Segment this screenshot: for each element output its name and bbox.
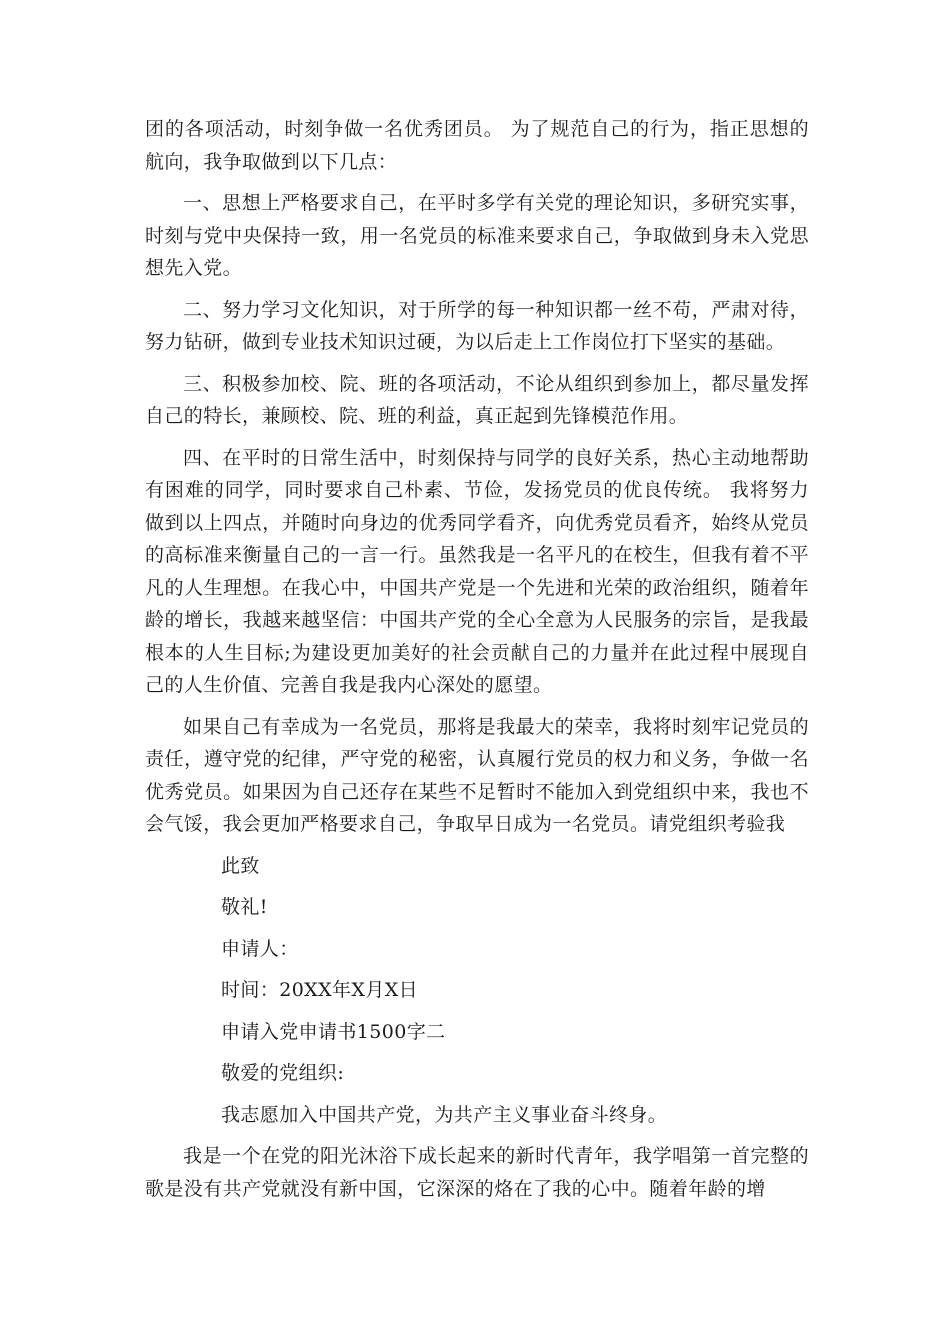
second-letter-body: 我是一个在党的阳光沐浴下成长起来的新时代青年，我学唱第一首完整的歌是没有共产党就没有新中国，它深深的烙在了我的心中。随着年龄的增 <box>145 1145 809 1200</box>
paragraph-continuation: 团的各项活动，时刻争做一名优秀团员。 为了规范自己的行为，指正思想的航向，我争取做到以下几点： <box>145 118 809 173</box>
closing-salutation: 此致 <box>221 854 260 877</box>
date-line: 时间：20XX年X月X日 <box>221 979 419 1001</box>
applicant-label: 申请人： <box>221 937 299 960</box>
document-body <box>145 113 809 1205</box>
paragraph-point-four: 四、在平时的日常生活中，时刻保持与同学的良好关系，热心主动地帮助有困难的同学，同时要求自己朴素、节俭，发扬党员的优良传统。 我将努力做到以上四点，并随时向身边的优秀同学看齐，向优秀党员看齐，始终从党员的高标准来衡量自己的一言一行。虽然我是一名平凡的在校生，但我有着不平凡的人生理想。在我心中，中国共产党是一个先进和光荣的政治组织，随着年龄的增长，我越来越坚信：中国共产党的全心全意为人民服务的宗旨，是我最根本的人生目标;为建设更加美好的社会贡献自己的力量并在此过程中展现自己的人生价值、完善自我是我内心深处的愿望。 <box>145 446 809 696</box>
paragraph-conclusion: 如果自己有幸成为一名党员，那将是我最大的荣幸，我将时刻牢记党员的责任，遵守党的纪律，严守党的秘密，认真履行党员的权力和义务，争做一名优秀党员。如果因为自己还存在某些不足暂时不能加入到党组织中来，我也不会气馁，我会更加严格要求自己，争取早日成为一名党员。请党组织考验我 <box>145 715 809 835</box>
paragraph-point-one: 一、思想上严格要求自己，在平时多学有关党的理论知识，多研究实事，时刻与党中央保持一致，用一名党员的标准来要求自己，争取做到身未入党思想先入党。 <box>145 192 809 279</box>
second-letter-greeting: 敬爱的党组织: <box>221 1062 345 1084</box>
paragraph-point-two: 二、努力学习文化知识，对于所学的每一种知识都一丝不苟，严肃对待，努力钻研，做到专业技术知识过硬，为以后走上工作岗位打下坚实的基础。 <box>145 298 809 353</box>
second-letter-opening: 我志愿加入中国共产党，为共产主义事业奋斗终身。 <box>221 1103 668 1126</box>
second-letter-title: 申请入党申请书1500字二 <box>221 1020 446 1043</box>
paragraph-point-three: 三、积极参加校、院、班的各项活动，不论从组织到参加上，都尽量发挥自己的特长，兼顾校、院、班的利益，真正起到先锋模范作用。 <box>145 372 809 427</box>
closing-regards: 敬礼! <box>221 896 268 918</box>
